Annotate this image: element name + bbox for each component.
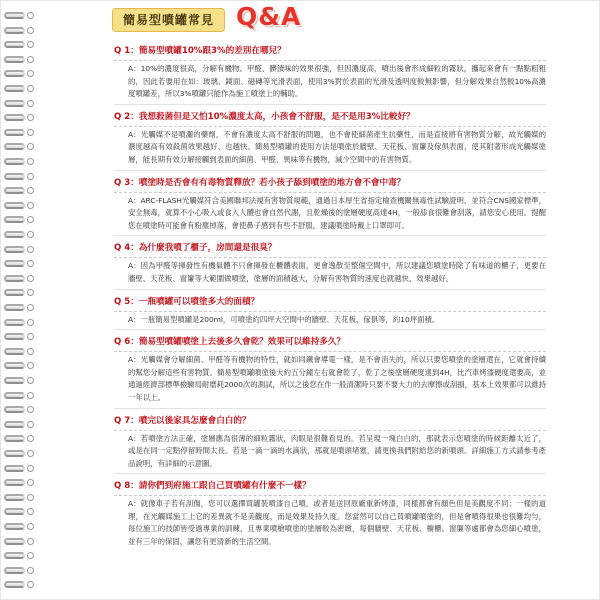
spiral-ring: [4, 287, 34, 298]
faq-list: [114, 42, 546, 549]
spiral-ring: [4, 521, 34, 532]
spiral-ring: [4, 200, 34, 211]
spiral-ring: [4, 579, 34, 590]
faq-item: [114, 108, 546, 171]
faq-answer: A：光觸媒不是噴灑的藥劑，不會有濃度太高不舒服的問題，也不會使細菌產生抗藥性，而是直接將有害物質分解，故光觸媒的濃度越高有效殺菌效果越好、也越快。簡易型噴罐的使用方法是噴塗於牆壁、天花板、窗簾及傢俱表面，使其附著形成光觸媒塗層，能長期有效分解接觸到表面的細菌、甲醛、異味等有機物，減少空間中的有害物質。: [128, 129, 546, 164]
spiral-ring: [4, 317, 34, 328]
spiral-ring: [4, 156, 34, 167]
page-header: [112, 2, 552, 32]
spiral-ring: [4, 214, 34, 225]
divider: [114, 126, 546, 127]
separator: [114, 104, 546, 105]
spiral-ring: [4, 492, 34, 503]
faq-answer: A：若噴塗方法正確，塗層應為很薄的細粒霧狀，肉眼是很難看見的。若呈現一塊白白的，那就表示您噴塗的時候距離太近了，或是在同一定點停留時間太長。若是一滴一滴的水滴狀，那就是噴頭堵塞，請更換我們附給您的新噴頭。詳細施工方式請參考產品說明，有詳細的示意圖。: [128, 433, 546, 468]
spiral-ring: [4, 346, 34, 357]
separator: [114, 235, 546, 236]
faq-item: [114, 412, 546, 475]
spiral-ring: [4, 83, 34, 94]
separator: [114, 329, 546, 330]
spiral-ring: [4, 565, 34, 576]
spiral-ring: [4, 331, 34, 342]
divider: [114, 60, 546, 61]
spiral-ring: [4, 25, 34, 36]
faq-question: Q 3：噴塗時是否會有有毒物質釋放？若小孩子舔到噴塗的地方會不會中毒？: [114, 177, 406, 188]
divider: [114, 430, 546, 431]
spiral-ring: [4, 433, 34, 444]
faq-answer: A：光觸媒會分解細菌、甲醛等有機物的特性，就如同鐵會導電一樣，是不會消失的，所以只要您噴塗的塗層還在，它就會持續的幫您分解這些有害物質。簡易型噴罐噴塗後大約五分鐘左右就會乾了，乾了之後塗層硬度達到4H，比汽車烤漆硬度還要高，並通過經濟部標準檢驗局耐磨耗2000次的測試，所以之後您在作一般清潔時只要不要大力的去摩擦或刮損，基本上效果都可以維持一年以上。: [128, 355, 546, 402]
spiral-ring: [4, 10, 34, 21]
spiral-ring: [4, 404, 34, 415]
spiral-ring: [4, 229, 34, 240]
divider: [114, 311, 546, 312]
separator: [114, 408, 546, 409]
spiral-binding: [4, 10, 38, 600]
faq-question: Q 2：我想殺菌但是又怕10%濃度太高，小孩會不舒服，是不是用3%比較好？: [114, 111, 415, 122]
faq-question: Q 6：簡易型噴罐噴塗上去後多久會乾？效果可以維持多久？: [114, 337, 346, 348]
faq-question: Q 8：請你們到府施工跟自己買噴罐有什麼不一樣？: [114, 481, 311, 492]
spiral-ring: [4, 390, 34, 401]
spiral-ring: [4, 536, 34, 547]
divider: [114, 351, 546, 352]
faq-item: [114, 42, 546, 105]
faq-item: [114, 239, 546, 289]
spiral-ring: [4, 477, 34, 488]
spiral-ring: [4, 39, 34, 50]
faq-answer: A：一瓶簡易型噴罐是200ml，可噴塗約四坪大空間中的牆壁、天花板、傢俱等，約10坪面積。: [128, 314, 440, 324]
divider: [114, 192, 546, 193]
divider: [114, 495, 546, 496]
faq-item: [114, 333, 546, 408]
divider: [114, 257, 546, 258]
spiral-ring: [4, 360, 34, 371]
faq-question: Q 5：一瓶噴罐可以噴塗多大的面積？: [114, 296, 260, 307]
faq-question: Q 1：簡易型噴罐10%跟3%的差別在哪兒？: [114, 46, 286, 56]
spiral-ring: [4, 463, 34, 474]
separator: [114, 473, 546, 474]
spiral-ring: [4, 302, 34, 313]
separator: [114, 170, 546, 171]
spiral-ring: [4, 258, 34, 269]
spiral-ring: [4, 375, 34, 386]
spiral-ring: [4, 112, 34, 123]
spiral-ring: [4, 506, 34, 517]
spiral-ring: [4, 448, 34, 459]
spiral-ring: [4, 244, 34, 255]
page-title: 簡易型噴罐常見: [112, 8, 225, 32]
spiral-ring: [4, 68, 34, 79]
faq-answer: A：就像車子若有刮傷，您可以選擇買罐裝噴漆自己噴，或者是送回原廠重新烤漆，同樣都會有顏色但是美觀度不同；一樣的道理，在光觸媒施工上它的差異就不是美觀度，而是效果及持久度。您當然可以自己買噴罐噴塗的，但是會噴得很果也很難均勻，每位施工的技師皆受過專業的訓練，且專業噴槍噴塗的塗層較為密緻，每個牆壁、天花板、櫥櫃、窗簾等處都會為您細心噴塗，並有三年的保固，讓您有更清新的生活空間。: [128, 499, 546, 547]
spiral-ring: [4, 419, 34, 430]
faq-item: [114, 293, 546, 331]
qa-logo: Q&A: [236, 2, 302, 31]
spiral-ring: [4, 98, 34, 109]
faq-answer: A：ARC-FLASH光觸媒符合美國聯邦法規有害物質規範，通過日本厚生省指定檢查機關無毒性試驗證明、並符合CNS國家標準，安全無毒，就算不小心吸入或食入人體也會自然代謝，且乾燥後的塗層硬度高達4H，一般舔食很難會刮落，請您安心使用。提醒您在噴塗時可能會有粉塵掉落，會使鼻子感到有些不舒服，建議噴塗時戴上口罩即可。: [128, 195, 546, 230]
faq-question: Q 7：噴完以後家具怎麼會白白的？: [114, 415, 251, 426]
spiral-ring: [4, 273, 34, 284]
spiral-ring: [4, 171, 34, 182]
spiral-ring: [4, 54, 34, 65]
faq-question: Q 4：為什麼我噴了櫃子，房間還是很臭？: [114, 243, 277, 254]
spiral-ring: [4, 185, 34, 196]
spiral-ring: [4, 141, 34, 152]
spiral-ring: [4, 127, 34, 138]
faq-answer: A：因為甲醛等揮發性有機氣體不只會揮發在櫃體表面，更會逸散至整個空間中，所以建議您噴塗時除了有味道的櫃子，更要在牆壁、天花板、窗簾等大範圍做噴塗，塗層的面積越大，分解有害物質的速度也就越快、效果越好。: [128, 261, 546, 283]
separator: [114, 289, 546, 290]
spiral-ring: [4, 550, 34, 561]
faq-item: [114, 477, 546, 548]
faq-item: [114, 174, 546, 237]
faq-answer: A：10%的濃度很高，分解有機物、甲醛、髒漬味的效果很強，但因濃度高，噴出後會形成細粒的霧狀，攜起來會有一點點粗粗的，因此若要用在如：玻璃、鏡面、磁磚等光滑表面，使用3%對於表面的光滑及透明度較無影響，但分解效果自然較10%高濃度噴罐差，所以3%噴罐只能作為施工噴塗上的輔助。: [128, 64, 546, 99]
